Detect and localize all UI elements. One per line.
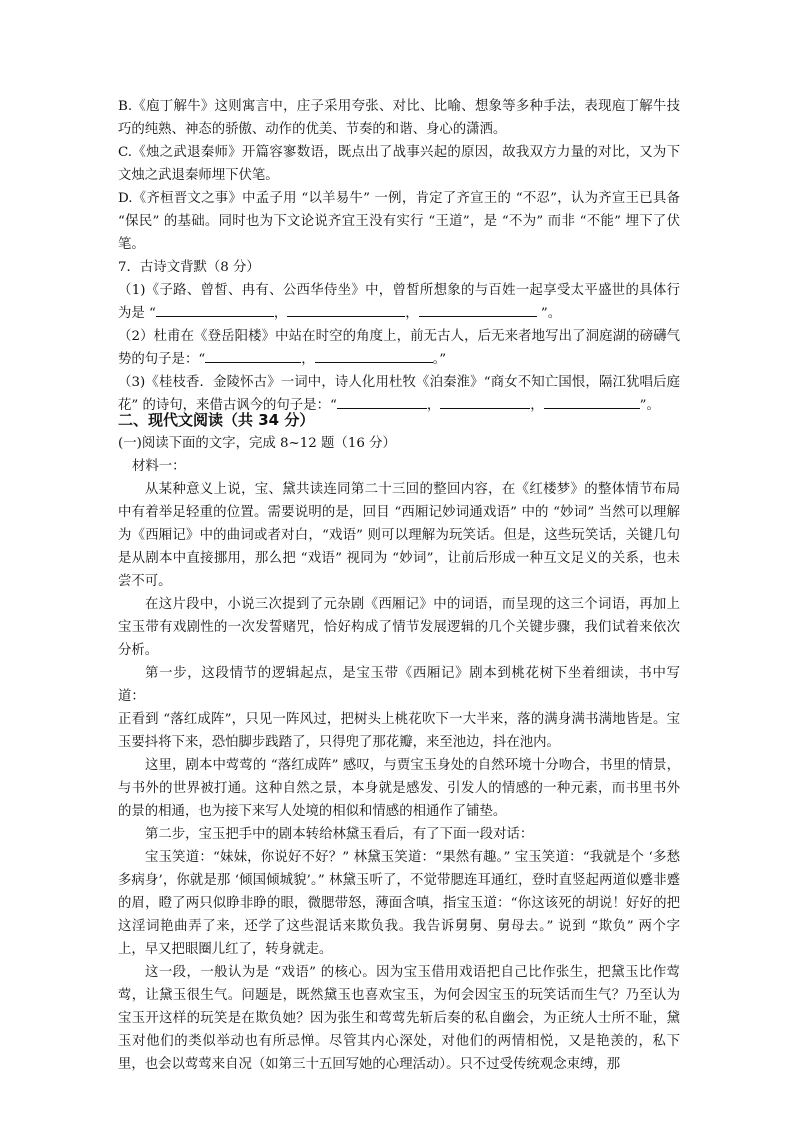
answer-blank[interactable] (419, 302, 537, 317)
question-7-3: （3)《桂枝香．金陵怀古》一词中，诗人化用杜牧《泊秦淮》“商女不知亡国恨，隔江犹唱后庭花” 的诗句，来借古讽今的句子是：“ ， ， ”。 (118, 375, 680, 413)
paragraph: 这一段，一般认为是 “戏语” 的核心。因为宝玉借用戏语把自己比作张生，把黛玉比作莺莺，让黛玉很生气。问题是，既然黛玉也喜欢宝玉，为何会因宝玉的玩笑话而生气？乃至认为宝玉开这样的玩笑是在欺负她？因为张生和莺莺先斩后奏的私自幽会，为正统人士所不耻，黛玉对他们的类似举动也有所忌惮。尽管其内心深处，对他们的两情相悦，又是艳羡的，私下里，也会以莺莺来自况（如第三十五回写她的心理活动）。只不过受传统观念束缚，那 (118, 965, 680, 1072)
paragraph: 在这片段中，小说三次提到了元杂剧《西厢记》中的词语，而呈现的这三个词语，再加上宝玉带有戏剧性的一次发誓赌咒，恰好构成了情节发展逻辑的几个关键步骤，我们试着来依次分析。 (118, 597, 680, 658)
paragraph: 第二步，宝玉把手中的剧本转给林黛玉看后，有了下面一段对话： (145, 827, 534, 842)
question-7-2: （2）杜甫在《登岳阳楼》中站在时空的角度上，前无古人，后无来者地写出了洞庭湖的磅礴气势的句子是：“ ， 。” (118, 329, 680, 367)
paragraph: 这里，剧本中莺莺的 “落红成阵” 感叹，与贾宝玉身处的自然环境十分吻合，书里的情景，与书外的世界被打通。这种自然之景，本身就是感发、引发人的情感的一种元素，而书里书外的景的相通，也为接下来写人处境的相似和情感的相通作了铺垫。 (118, 758, 680, 819)
modern-reading-section (118, 408, 680, 1076)
option-c: C.《烛之武退秦师》开篇容寥数语，既点出了战事兴起的原因，故我双方力量的对比，又为下文烛之武退秦师埋下伏笔。 (118, 145, 680, 183)
answer-blank[interactable] (156, 302, 274, 317)
option-d: D.《齐桓晋文之事》中孟子用 “以羊易牛” 一例，肯定了齐宣王的 “不忍”，认为齐宣王已具备 “保民” 的基础。同时也为下文论说齐宜王没有实行 “王道”，是 “不为” 而非 “不能” 埋下了伏笔。 (118, 191, 680, 252)
dialogue-paragraph: 宝玉笑道：“妹妹，你说好不好？” 林黛玉笑道：“果然有趣。” 宝玉笑道：“我就是个 ‘多愁多病身’，你就是那 ‘倾国倾城貌’。” 林黛玉听了，不觉带腮连耳通红，登时直竖起两道似蹙非蹙的眉，瞪了两只似睁非睁的眼，微腮带怒，薄面含嗔，指宝玉道：“你这该死的胡说！好好的把这淫词艳曲弄了来，还学了这些混话来欺负我。我告诉舅舅、舅母去。” 说到 “欺负” 两个字上，早又把眼圈儿红了，转身就走。 (118, 850, 680, 957)
section-subheading: (一)阅读下面的文字，完成 8~12 题（16 分） (118, 436, 396, 451)
quote-paragraph: 正看到 “落红成阵”，只见一阵风过，把树头上桃花吹下一大半来，落的满身满书满地皆是。宝玉要抖将下来，恐怕脚步践踏了，只得兜了那花瓣，来至池边，抖在池内。 (118, 712, 680, 750)
question-7-title: 7．古诗文背默（8 分） (118, 260, 260, 275)
answer-blank[interactable] (337, 394, 427, 409)
answer-blank[interactable] (287, 302, 405, 317)
answer-blank[interactable] (440, 394, 530, 409)
question-7-1: （1)《子路、曾皙、冉有、公西华侍坐》中，曾皙所想象的与百姓一起享受太平盛世的具体行为是 “ ， ， ”。 (118, 283, 680, 321)
answer-blank[interactable] (205, 348, 301, 363)
material-label: 材料一： (132, 459, 186, 474)
section-heading: 二、现代文阅读（共 34 分） (118, 411, 315, 429)
answer-blank[interactable] (315, 348, 433, 363)
paragraph: 第一步，这段情节的逻辑起点，是宝玉带《西厢记》剧本到桃花树下坐着细读，书中写道： (118, 666, 680, 704)
paragraph: 从某种意义上说，宝、黛共读连同第二十三回的整回内容，在《红楼梦》的整体情节布局中有着举足轻重的位置。需要说明的是，回目 “西厢记妙词通戏语” 中的 “妙词” 当然可以理解为《西厢记》中的曲词或者对白，“戏语” 则可以理解为玩笑话。但是，这些玩笑话，关键几句是从剧本中直接挪用，那么把 “戏语” 视同为 “妙词”，让前后形成一种互文足义的关系，也未尝不可。 (118, 482, 680, 589)
question-block (118, 95, 680, 417)
answer-blank[interactable] (544, 394, 640, 409)
option-b: B.《庖丁解牛》这则寓言中，庄子采用夸张、对比、比喻、想象等多种手法，表现庖丁解牛技巧的纯熟、神态的骄傲、动作的优美、节奏的和谐、身心的潇洒。 (118, 99, 680, 137)
